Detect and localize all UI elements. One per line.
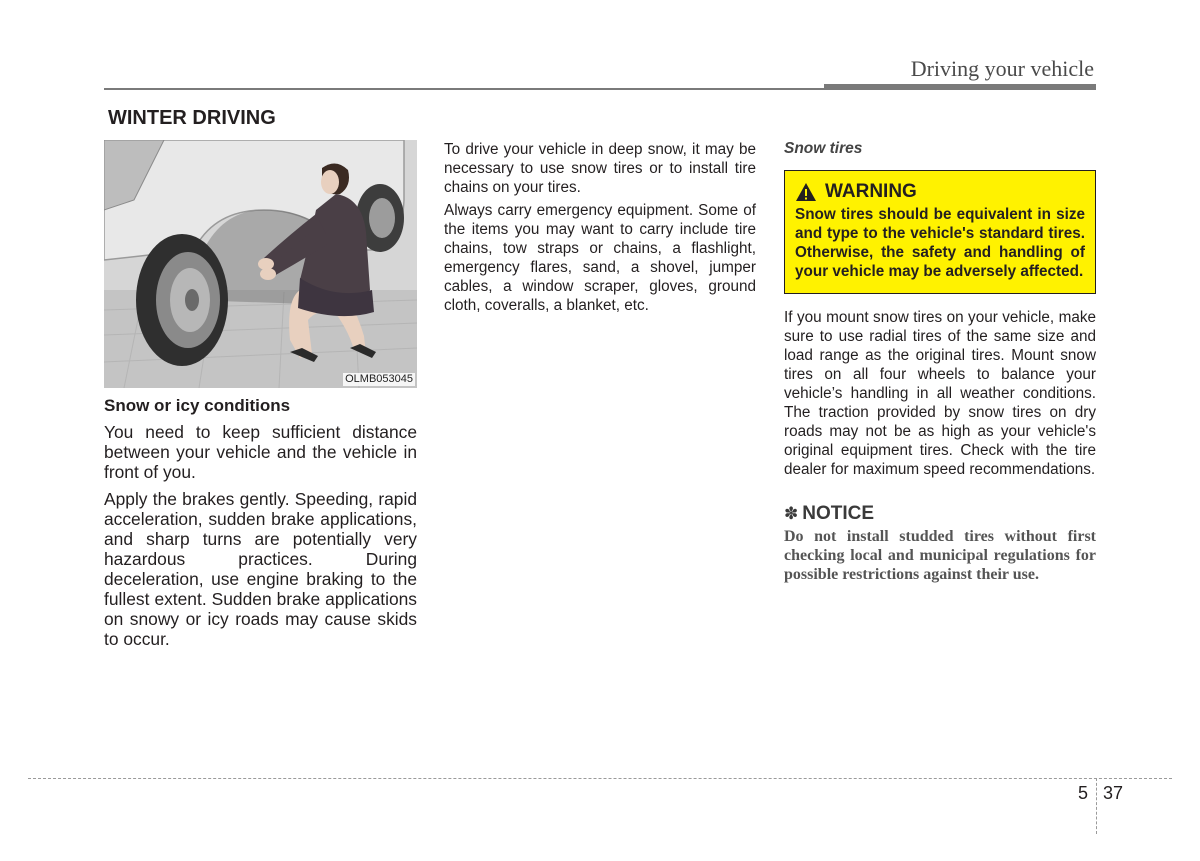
notice-title-label: NOTICE <box>802 503 875 524</box>
warning-text: Snow tires should be equivalent in size and type to the vehicle's standard tires. Otherwise, the safety and handling of your vehicle may be adversely affected. <box>795 206 1085 280</box>
paragraph: Always carry emergency equipment. Some of the items you may want to carry include tire chains, tow straps or chains, a flashlight, emergency flares, sand, a shovel, jumper cables, a window scraper, gloves, ground cloth, coveralls, a blanket, etc. <box>444 202 756 314</box>
column-3 <box>784 140 1096 584</box>
column-1 <box>104 140 417 649</box>
section-title: WINTER DRIVING <box>108 107 276 129</box>
notice-title <box>784 503 1096 525</box>
warning-box <box>784 170 1096 294</box>
running-header: Driving your vehicle <box>910 56 1094 81</box>
figure-code: OLMB053045 <box>345 373 413 385</box>
warning-title-label: WARNING <box>825 181 917 202</box>
subhead-snow-tires: Snow tires <box>784 140 863 157</box>
footer-divider <box>1096 778 1097 834</box>
chapter-number: 5 <box>1078 783 1089 803</box>
paragraph: Apply the brakes gently. Speeding, rapid acceleration, sudden brake applications, and sharp turns are potentially very hazardous practices. During deceleration, use engine braking to the fullest extent. Sudden brake applications on snowy or icy roads may cause skids to occur. <box>104 489 417 649</box>
paragraph: You need to keep sufficient distance between your vehicle and the vehicle in front of you. <box>104 422 417 482</box>
footer-rule <box>28 778 1172 779</box>
paragraph: If you mount snow tires on your vehicle, make sure to use radial tires of the same size and load range as the original tires. Mount snow tires on all four wheels to balance your vehicle’s handling in all weather conditions. The traction provided by snow tires on dry roads may not be as high as your vehicle's original equipment tires. Check with the tire dealer for maximum speed recommendations. <box>784 309 1096 478</box>
paragraph: To drive your vehicle in deep snow, it may be necessary to use snow tires or to install tire chains on your tires. <box>444 141 756 196</box>
warning-triangle-icon <box>795 182 817 202</box>
person-mounting-tire-chain-illustration <box>104 140 417 388</box>
page-number: 37 <box>1103 783 1124 803</box>
subhead-snow-icy: Snow or icy conditions <box>104 396 291 415</box>
notice-symbol: ✽ <box>784 504 799 523</box>
warning-title <box>795 181 1085 203</box>
column-2 <box>444 140 756 319</box>
figure-tire-chain-illustration <box>104 140 417 388</box>
header-rule <box>104 88 1096 90</box>
notice-text: Do not install studded tires without first checking local and municipal regulations for possible restrictions against their use. <box>784 528 1096 583</box>
